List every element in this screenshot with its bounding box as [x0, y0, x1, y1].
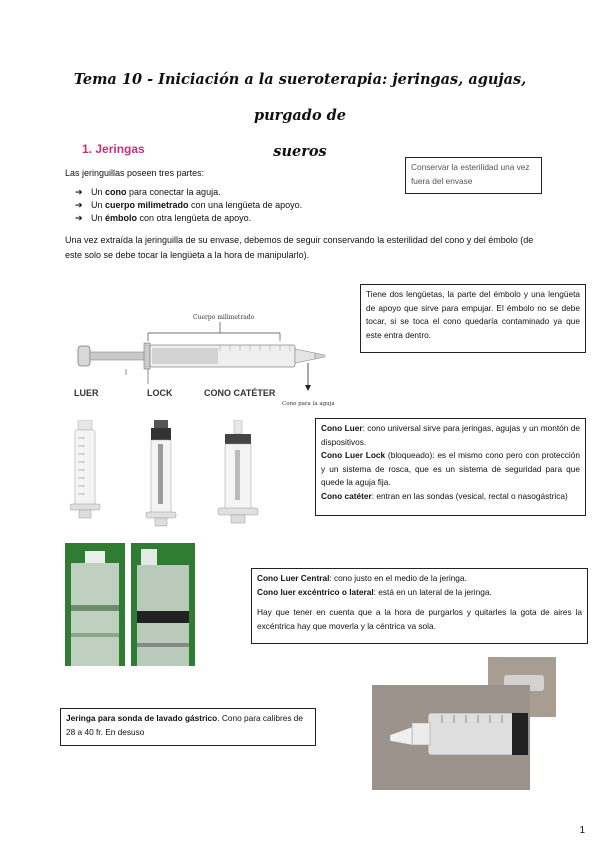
- parts-list: [75, 186, 302, 225]
- barrel-flange: [144, 343, 150, 369]
- tabs-note: Tiene dos lengüetas, la parte del émbolo y una lengüeta de apoyo que sirve para empujar. El émbolo no se debe tocar, si se toca el cono quedaría contaminado ya que este entra dentro.: [360, 284, 586, 353]
- central-cone-photo: [65, 543, 125, 666]
- plunger-rod: [90, 352, 150, 360]
- gastric-syringe-photos: [372, 657, 556, 790]
- title-line-1: Tema 10 - Iniciación a la sueroterapia: jeringas, agujas, purgado de: [73, 71, 527, 124]
- central-eccentric-photos: [65, 543, 195, 666]
- luer-lock-syringe-photo: [146, 420, 176, 526]
- arrow-icon: ➔: [75, 213, 83, 223]
- catheter-syringe-photo: [218, 420, 258, 523]
- gastric-syringe-photo-front: [372, 685, 530, 790]
- needle-cone-label: Cono para la aguja: [282, 401, 335, 407]
- section-heading: 1. Jeringas: [82, 142, 145, 156]
- purge-text: Hay que tener en cuenta que a la hora de purgarlos y quitarles la gota de aires la excéntrica hay que moverla y la céntrica va sola.: [257, 607, 582, 631]
- plunger-flange: [78, 346, 90, 366]
- eccentric-term: Cono luer excéntrico o lateral: [257, 586, 374, 597]
- syringe-photos: [70, 420, 310, 530]
- luer-syringe-photo: [70, 420, 100, 518]
- luer-lock-term: Cono Luer Lock: [321, 450, 386, 460]
- syringe-diagram: [70, 305, 340, 410]
- body-label: Cuerpo milimetrado: [193, 314, 255, 321]
- central-eccentric-note: Cono Luer Central: cono justo en el medio de la jeringa. Cono luer excéntrico o lateral: está en un lateral de la jeringa. Hay que tener en cuenta que a la hora de purgarlos y quitarles la gota de aires la excéntrica hay que moverla y la céntrica va sola.: [251, 568, 588, 644]
- list-item: ➔ Un cono para conectar la aguja.: [75, 187, 221, 197]
- list-item: ➔ Un émbolo con otra lengüeta de apoyo.: [75, 213, 252, 223]
- lock-label: LOCK: [147, 388, 173, 398]
- intro-text: Las jeringuillas poseen tres partes:: [65, 168, 205, 178]
- catheter-cone: [295, 349, 315, 363]
- sterility-note: Conservar la esterilidad una vez fuera del envase: [405, 157, 542, 194]
- list-item: ➔ Un cuerpo milimetrado con una lengüeta de apoyo.: [75, 200, 303, 210]
- central-term: Cono Luer Central: [257, 573, 330, 583]
- catheter-label: CONO CATÉTER: [204, 388, 276, 398]
- gastric-syringe-note: Jeringa para sonda de lavado gástrico. Cono para calibres de 28 a 40 fr. En desuso: [60, 708, 316, 746]
- sterility-paragraph: Una vez extraída la jeringuilla de su envase, debemos de seguir conservando la esterilidad del cono y del émbolo (de este solo se debe tocar la lengüeta a la hora de manipularlo).: [65, 235, 534, 260]
- catheter-term: Cono catéter: [321, 490, 372, 501]
- page-number: 1: [579, 825, 585, 836]
- luer-term: Cono Luer: [321, 423, 363, 433]
- arrow-icon: ➔: [75, 200, 83, 210]
- cone-types-note: Cono Luer: cono universal sirve para jeringas, agujas y un montón de dispositivos. Cono Luer Lock (bloqueado): es el mismo cono pero con protección y un sistema de rosca, que es un sistema de seguridad para que quede la aguja fija. Cono catéter: entran en las sondas (vesical, rectal o nasogástrica): [315, 418, 586, 516]
- title-line-2: sueros: [273, 143, 327, 160]
- eccentric-cone-photo: [131, 543, 195, 666]
- plunger-head: [152, 348, 218, 364]
- arrow-icon: ➔: [75, 187, 83, 197]
- luer-label: LUER: [74, 388, 99, 398]
- gastric-term: Jeringa para sonda de lavado gástrico: [66, 713, 218, 723]
